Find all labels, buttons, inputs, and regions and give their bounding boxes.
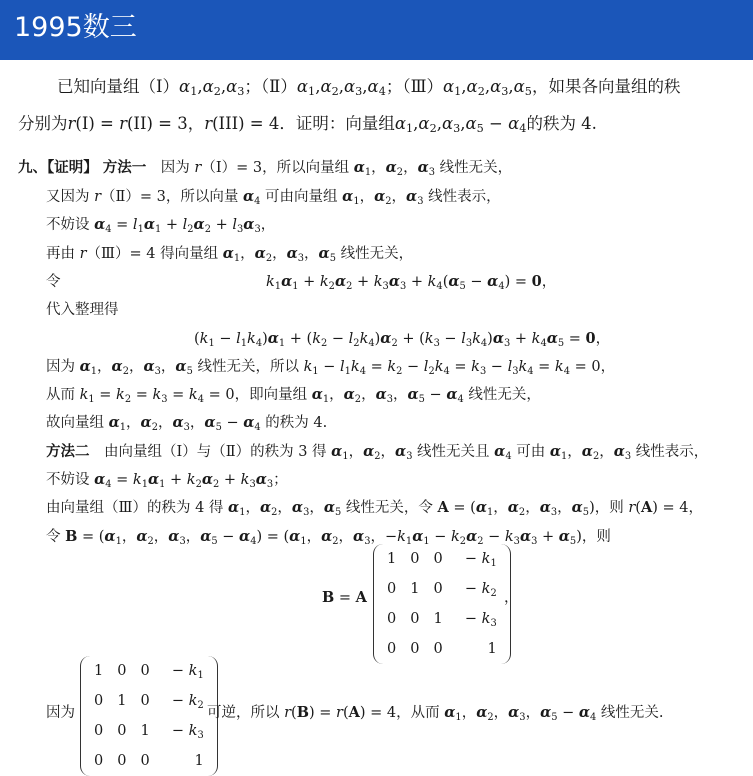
equation-2: $(k_1 - l_1k_4)\alpha_1 + (k_2 - l_2k_4)\alpha_2 + (k_3 - l_3k_4)\alpha_3 + k_4\alpha_5 = 0$， — [194, 330, 611, 349]
matrix-cell: 0 — [117, 753, 127, 769]
question-line-1: 已知向量组$(Ⅰ)\alpha_1,\alpha_2,\alpha_3$；$(Ⅱ)\alpha_1,\alpha_2,\alpha_3,\alpha_4$；$(Ⅲ)\alpha_1,\alpha_2,\alpha_3,\alpha_5$，如果各向量组的秩 — [57, 77, 681, 98]
matrix-cell: 0 — [387, 641, 397, 657]
question-line-2: 分别为r(I) = r(II) = 3，r(III) = 4．证明：向量组$\alpha_1,\alpha_2,\alpha_3,\alpha_5 - \alpha_4$的秩为 4. — [18, 114, 597, 135]
matrix-cell: 0 — [410, 641, 420, 657]
matrix-cell: 0 — [140, 663, 150, 679]
matrix-cell: − $k_2$ — [171, 693, 204, 711]
solution-line-16-rhs: 可逆，所以 r(B) = r(A) = 4，从而 $\alpha_1$，$\alpha_2$，$\alpha_3$，$\alpha_5 - \alpha_4$ 线性无关. — [207, 704, 664, 723]
matrix-cell: 0 — [140, 693, 150, 709]
solution-line-14: 令 $B = (\alpha_1$，$\alpha_2$，$\alpha_3$，$\alpha_5 - \alpha_4) = (\alpha_1$，$\alpha_2$，$\alpha_3$，$-k_1\alpha_1 - k_2\alpha_2 - k_3\alpha_3 + \alpha_5$)，则 — [46, 528, 611, 547]
solution-line-3: 不妨设 $\alpha_4 = l_1\alpha_1 + l_2\alpha_2 + l_3\alpha_3$， — [46, 216, 276, 235]
matrix-cell: 1 — [94, 663, 104, 679]
matrix-cell: − $k_1$ — [171, 663, 204, 681]
solution-line-12: 不妨设 $\alpha_4 = k_1\alpha_1 + k_2\alpha_2 + k_3\alpha_3$； — [46, 471, 288, 490]
solution-line-2: 又因为 r（Ⅱ）= 3，所以向量 $\alpha_4$ 可由向量组 $\alpha_1$，$\alpha_2$，$\alpha_3$ 线性表示， — [46, 188, 501, 207]
matrix-cell: − $k_1$ — [464, 551, 497, 569]
matrix-cell: 1 — [117, 693, 127, 709]
matrix-cell: 1 — [387, 551, 397, 567]
matrix-cell: − $k_3$ — [464, 611, 497, 629]
matrix-cell: 0 — [94, 753, 104, 769]
matrix-cell: 0 — [410, 611, 420, 627]
matrix-cell: 0 — [433, 641, 443, 657]
matrix-cell: 0 — [387, 581, 397, 597]
solution-line-1: 九、【证明】 方法一 因为 r（Ⅰ）= 3，所以向量组 $\alpha_1$，$\alpha_2$，$\alpha_3$ 线性无关， — [18, 159, 513, 178]
matrix-cell: 0 — [387, 611, 397, 627]
matrix-cell: 0 — [140, 753, 150, 769]
matrix-cell: 1 — [140, 723, 150, 739]
solution-line-5: 令 — [46, 274, 61, 290]
matrix-cell: 0 — [433, 581, 443, 597]
solution-line-10: 故向量组 $\alpha_1$，$\alpha_2$，$\alpha_3$，$\alpha_5 - \alpha_4$ 的秩为 4. — [46, 414, 328, 433]
matrix-cell: 0 — [117, 723, 127, 739]
matrix-2 — [80, 656, 218, 776]
matrix-cell: 0 — [94, 693, 104, 709]
matrix-1 — [373, 544, 511, 664]
matrix-cell: 0 — [433, 551, 443, 567]
solution-line-16-lhs: 因为 — [46, 705, 75, 721]
matrix-cell: 1 — [433, 611, 443, 627]
matrix-cell: − $k_2$ — [464, 581, 497, 599]
matrix-cell: 0 — [94, 723, 104, 739]
solution-line-11: 方法二 由向量组（Ⅰ）与（Ⅱ）的秩为 3 得 $\alpha_1$，$\alpha_2$，$\alpha_3$ 线性无关且 $\alpha_4$ 可由 $\alpha_1$，$\alpha_2$，$\alpha_3$ 线性表示， — [46, 443, 709, 462]
matrix-cell: 0 — [117, 663, 127, 679]
solution-line-4: 再由 r（Ⅲ）= 4 得向量组 $\alpha_1$，$\alpha_2$，$\alpha_3$，$\alpha_5$ 线性无关， — [46, 245, 414, 264]
matrix-cell: 1 — [194, 753, 204, 769]
matrix-cell: 1 — [487, 641, 497, 657]
matrix-equation-lhs: B = A — [322, 589, 367, 606]
page-title: 1995数三 — [14, 12, 137, 43]
matrix-cell: 1 — [410, 581, 420, 597]
solution-line-9: 从而 $k_1 = k_2 = k_3 = k_4 = 0$，即向量组 $\alpha_1$，$\alpha_2$，$\alpha_3$，$\alpha_5 - \alpha_4$ 线性无关， — [46, 386, 541, 405]
solution-line-8: 因为 $\alpha_1$，$\alpha_2$，$\alpha_3$，$\alpha_5$ 线性无关，所以 $k_1 - l_1k_4 = k_2 - l_2k_4 = k_3 - l_3k_4 = k_4 = 0$， — [46, 358, 616, 377]
solution-line-13: 由向量组（Ⅲ）的秩为 4 得 $\alpha_1$，$\alpha_2$，$\alpha_3$，$\alpha_5$ 线性无关，令 $A = (\alpha_1$，$\alpha_2$，$\alpha_3$，$\alpha_5$)，则 r(A) = 4， — [46, 499, 703, 518]
solution-line-6: 代入整理得 — [46, 302, 119, 318]
matrix-equation-comma: ， — [504, 590, 519, 606]
matrix-cell: 0 — [410, 551, 420, 567]
matrix-cell: − $k_3$ — [171, 723, 204, 741]
equation-1: $k_1\alpha_1 + k_2\alpha_2 + k_3\alpha_3 + k_4(\alpha_5 - \alpha_4) = 0$， — [266, 273, 557, 292]
header-bar — [0, 0, 753, 60]
